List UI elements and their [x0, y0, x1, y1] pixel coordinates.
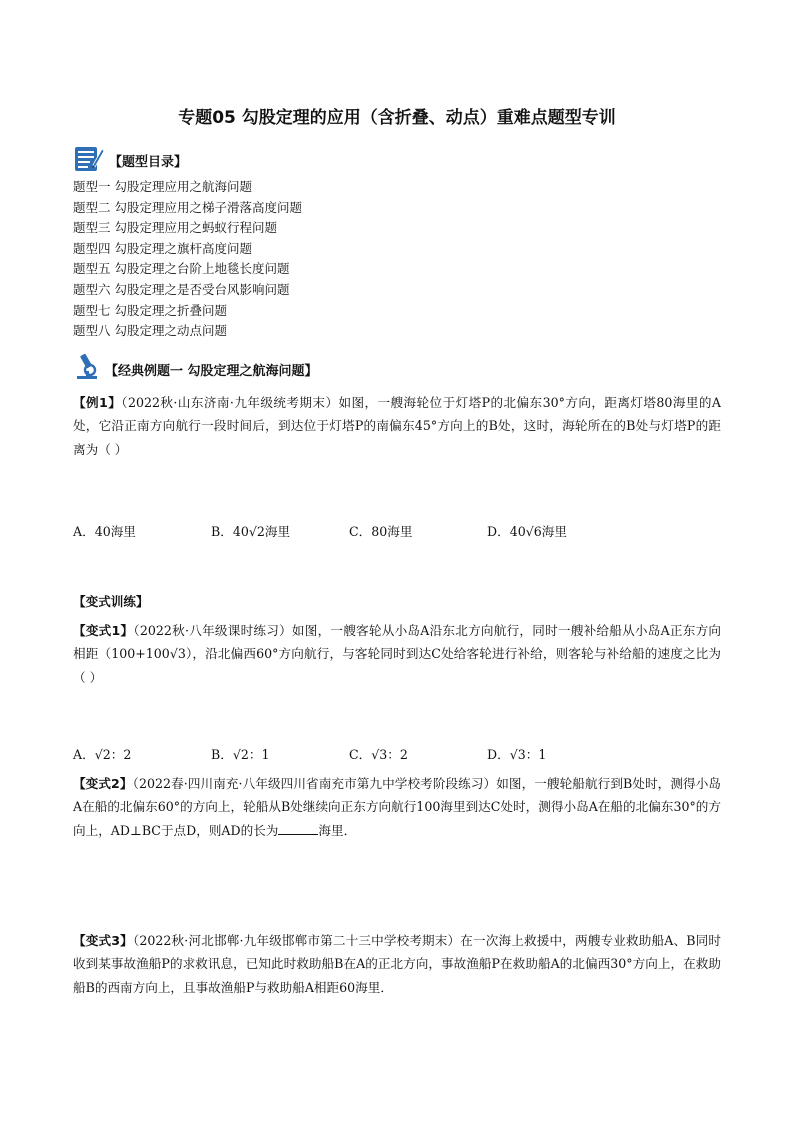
toc-item[interactable]: 题型六 勾股定理之是否受台风影响问题	[73, 281, 290, 297]
variant-1-tag: 【变式1】	[73, 623, 134, 638]
toc-item[interactable]: 题型二 勾股定理应用之梯子滑落高度问题	[73, 199, 302, 215]
example-1-tag: 【例1】	[73, 395, 122, 410]
example-header-label: 【经典例题一 勾股定理之航海问题】	[105, 363, 318, 379]
toc-item[interactable]: 题型五 勾股定理之台阶上地毯长度问题	[73, 261, 290, 277]
variant-2-text: （2022春·四川南充·八年级四川省南充市第九中学校考阶段练习）如图，一艘轮船航行到B处时，测得小岛A在船的北偏东60°的方向上，轮船从B处继续向正东方向航行100海里到达C处时，测得小岛A在船的北偏东30°的方向上，AD⊥BC于点D，则AD的长为	[73, 776, 721, 838]
option-d[interactable]: D．40√6海里	[487, 524, 567, 539]
toc-header-label: 【题型目录】	[109, 154, 188, 170]
option-b[interactable]: B．√2：1	[211, 747, 270, 762]
option-a[interactable]: A．√2：2	[73, 747, 132, 762]
toc-item[interactable]: 题型四 勾股定理之旗杆高度问题	[73, 240, 252, 256]
example-1-question	[73, 391, 721, 461]
example-1-options	[73, 521, 721, 543]
variant-1-question	[73, 619, 721, 689]
toc-item[interactable]: 题型三 勾股定理应用之蚂蚁行程问题	[73, 220, 277, 236]
answer-blank[interactable]	[278, 822, 318, 835]
notepad-pencil-icon	[73, 143, 105, 177]
example-header	[73, 352, 318, 386]
toc-header	[73, 143, 187, 177]
toc-list	[73, 177, 302, 342]
toc-item[interactable]: 题型一 勾股定理应用之航海问题	[73, 179, 252, 194]
option-c[interactable]: C．√3：2	[349, 747, 408, 762]
variant-2-tag: 【变式2】	[73, 776, 133, 791]
toc-item[interactable]: 题型七 勾股定理之折叠问题	[73, 302, 227, 318]
option-b[interactable]: B．40√2海里	[211, 524, 291, 539]
variant-2-tail: 海里．	[318, 822, 357, 838]
example-1-text: （2022秋·山东济南·九年级统考期末）如图，一艘海轮位于灯塔P的北偏东30°方向，距离灯塔80海里的A处，它沿正南方向航行一段时间后，到达位于灯塔P的南偏东45°方向上的B处，这时，海轮所在的B处与灯塔P的距离为（ ）	[73, 395, 721, 457]
variant-1-options	[73, 744, 721, 766]
option-c[interactable]: C．80海里	[349, 524, 413, 539]
variant-training-header: 【变式训练】	[73, 594, 149, 609]
variant-1-text: （2022秋·八年级课时练习）如图，一艘客轮从小岛A沿东北方向航行，同时一艘补给船从小岛A正东方向相距（100+100√3），沿北偏西60°方向航行，与客轮同时到达C处给客轮进行补给，则客轮与补给船的速度之比为（ ）	[73, 623, 721, 685]
variant-3-text: （2022秋·河北邯郸·九年级邯郸市第二十三中学校考期末）在一次海上救援中，两艘专业救助船A、B同时收到某事故渔船P的求救讯息，已知此时救助船B在A的正北方向，事故渔船P在救助船A的北偏西30°方向上，在救助船B的西南方向上，且事故渔船P与救助船A相距60海里．	[73, 933, 721, 995]
microscope-icon	[73, 352, 101, 386]
variant-3-question	[73, 929, 721, 999]
option-d[interactable]: D．√3：1	[487, 747, 547, 762]
option-a[interactable]: A．40海里	[73, 524, 136, 539]
toc-item[interactable]: 题型八 勾股定理之动点问题	[73, 323, 227, 339]
variant-3-tag: 【变式3】	[73, 933, 133, 948]
variant-2-question	[73, 772, 721, 842]
page-title: 专题05 勾股定理的应用（含折叠、动点）重难点题型专训	[178, 108, 616, 128]
